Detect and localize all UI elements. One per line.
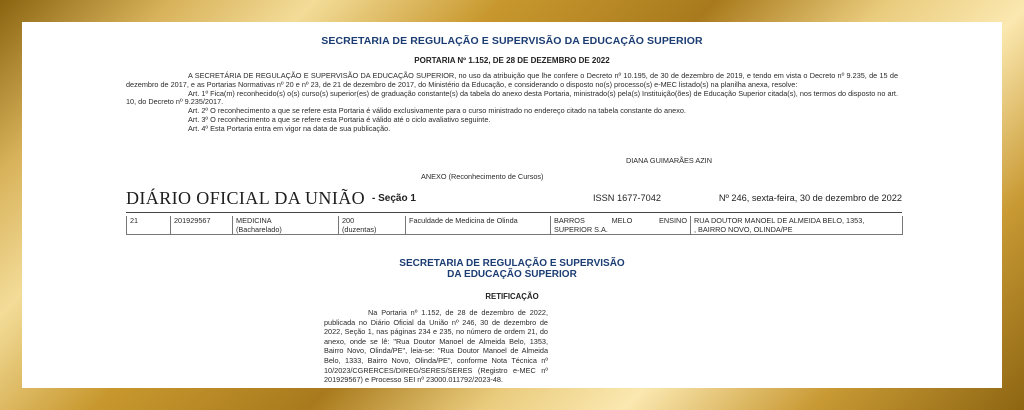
paragraph-art2: Art. 2º O reconhecimento a que se refere esta Portaria é válido exclusivamente para o curso ministrado no endereço citado na tabela constante do anexo.: [188, 106, 686, 116]
cell-address: [691, 216, 903, 235]
paragraph-art3: Art. 3º O reconhecimento a que se refere esta Portaria é válido até o ciclo avaliativo seguinte.: [188, 114, 491, 124]
cell-seats: [339, 216, 406, 235]
cell-institution: Faculdade de Medicina de Olinda: [406, 216, 551, 235]
dou-title: DIÁRIO OFICIAL DA UNIÃO: [126, 188, 366, 208]
paragraph-intro: A SECRETÁRIA DE REGULAÇÃO E SUPERVISÃO DA EDUCAÇÃO SUPERIOR, no uso da atribuição que lhe confere o Decreto nº 10.195, de 30 de dezembro de 2019, e tendo em vista o Decreto nº 9.235, de 15 de dezembro de 2017, e as Portarias Normativas nº 20 e nº 23, de 21 de dezembro de 2017, do Ministério da Educação, e considerando o disposto no(s) processo(s) e-MEC listado(s) na planilha anexa, resolve:: [126, 71, 898, 89]
maintainer-word-1: BARROS: [554, 216, 585, 225]
dou-header: [126, 188, 902, 208]
retificacao-title: RETIFICAÇÃO: [485, 292, 539, 301]
maintainer-line-2: SUPERIOR S.A.: [554, 225, 608, 234]
dou-section: - Seção 1: [372, 193, 416, 204]
header-divider: [126, 212, 902, 213]
seats-number: 200: [342, 216, 355, 225]
document-page: [22, 22, 1002, 388]
retificacao-body: [324, 308, 548, 385]
dou-issn: ISSN 1677-7042: [593, 193, 661, 203]
cell-maintainer: [551, 216, 691, 235]
portaria-body: [126, 72, 898, 134]
retificacao-secretaria-line-1: SECRETARIA DE REGULAÇÃO E SUPERVISÃO: [399, 258, 625, 269]
anexo-table: [126, 216, 903, 235]
address-line-2: , BAIRRO NOVO, OLINDA/PE: [694, 225, 793, 234]
anexo-label: ANEXO (Reconhecimento de Cursos): [421, 172, 544, 181]
signer-name: DIANA GUIMARÃES AZIN: [626, 156, 712, 165]
maintainer-line-1: [554, 216, 687, 225]
retificacao-text: Na Portaria nº 1.152, de 28 de dezembro de 2022, publicada no Diário Oficial da União nº 246, 30 de dezembro de 2022, Seção 1, nas páginas 234 e 235, no número de ordem 21, do anexo, onde se lê: "Rua Doutor Manoel de Almeida Belo, 1353, Bairro Novo, Olinda/PE", leia-se: "Rua Doutor Manoel de Almeida Belo, 1333, Bairro Novo, Olinda/PE", conforme Nota Técnica nº 10/2023/CGRERCES/DIREG/SERES/SERES (Registro e-MEC nº 201929567) e Processo SEI nº 23000.011792/2023-48.: [324, 308, 548, 385]
cell-order-number: 21: [127, 216, 171, 235]
address-line-1: RUA DOUTOR MANOEL DE ALMEIDA BELO, 1353,: [694, 216, 865, 225]
portaria-heading: PORTARIA Nº 1.152, DE 28 DE DEZEMBRO DE 2022: [414, 56, 610, 65]
cell-course: [233, 216, 339, 235]
secretaria-heading: SECRETARIA DE REGULAÇÃO E SUPERVISÃO DA EDUCAÇÃO SUPERIOR: [321, 35, 703, 47]
seats-words: (duzentas): [342, 225, 377, 234]
maintainer-word-3: ENSINO: [659, 216, 687, 225]
paragraph-art4: Art. 4º Esta Portaria entra em vigor na data de sua publicação.: [188, 123, 391, 133]
retificacao-secretaria-line-2: DA EDUCAÇÃO SUPERIOR: [447, 269, 577, 280]
table-row: [127, 216, 903, 235]
cell-emec-code: 201929567: [171, 216, 233, 235]
maintainer-word-2: MELO: [611, 216, 633, 225]
paragraph-art1: Art. 1º Fica(m) reconhecido(s) o(s) curso(s) superior(es) de graduação constante(s) da tabela do anexo desta Portaria, ministrado(s) pela(s) Instituição(ões) de Educação Superior citada(s), nos termos do disposto no art. 10, do Decreto nº 9.235/2017.: [126, 88, 898, 107]
course-degree: (Bacharelado): [236, 225, 282, 234]
retificacao-secretaria: [22, 258, 1002, 280]
course-name: MEDICINA: [236, 216, 272, 225]
dou-edition-date: Nº 246, sexta-feira, 30 de dezembro de 2022: [718, 193, 902, 203]
